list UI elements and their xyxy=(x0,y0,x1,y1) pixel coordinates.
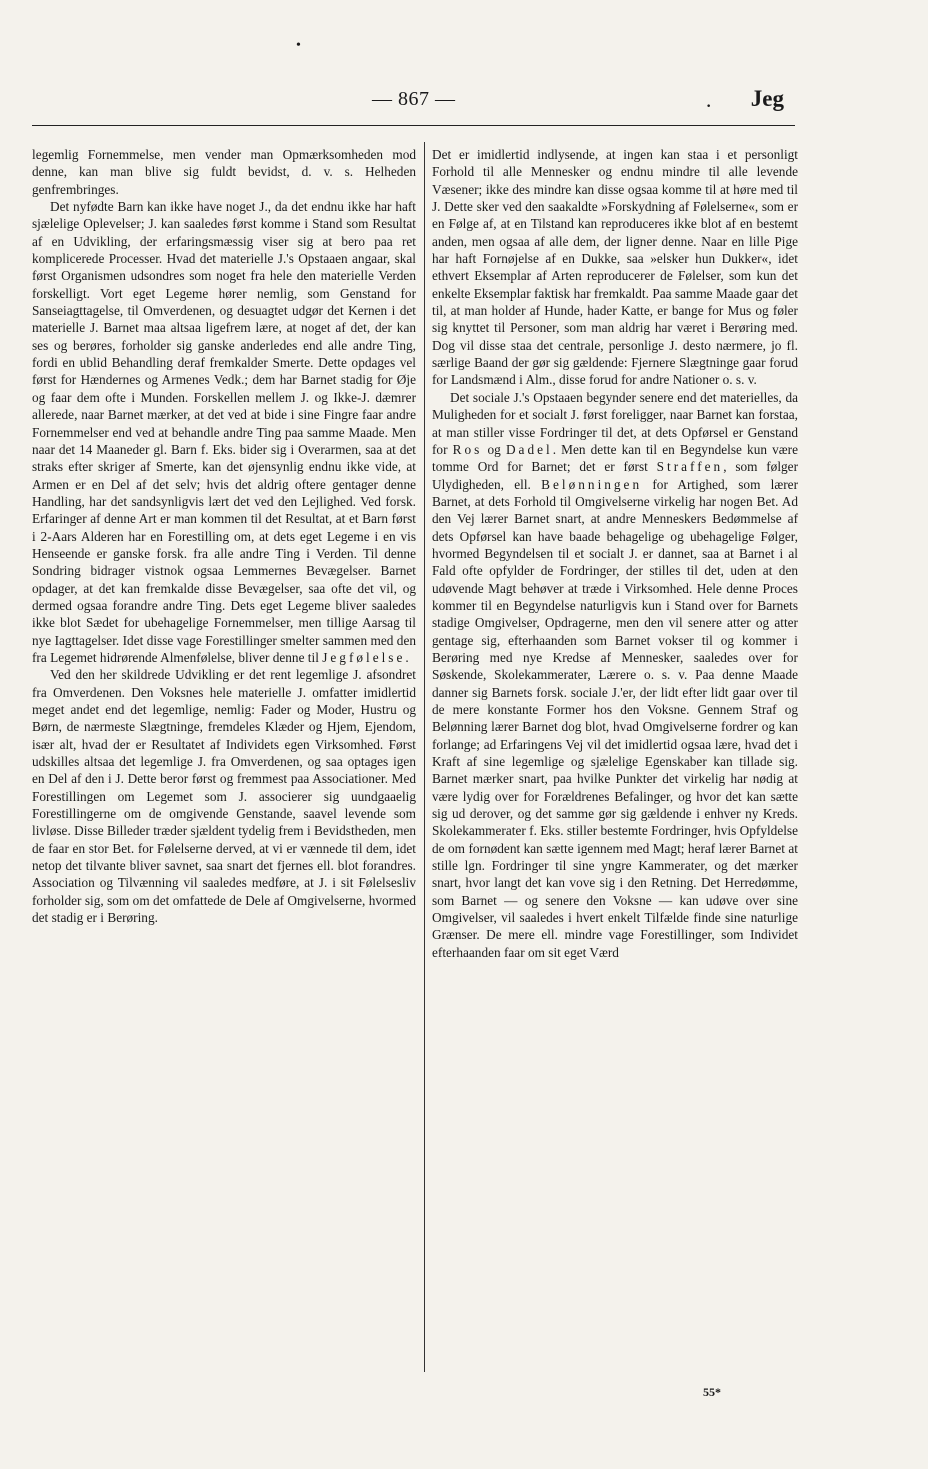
left-paragraph-2-text: Det nyfødte Barn kan ikke have noget J., da det endnu ikke har haft sjælelige Oplevelser; J. kan saaledes først komme i Stand som Resultat af en Udvikling, der erfaringsmæssig viser sig at bero paa ret komplicerede Processer. Hvad det materielle J.'s Opstaaen angaar, skal først Organismen udsondres som noget fra hele den materielle Verden forskelligt. Vort eget Legeme hører nemlig, som Genstand for Sanseiagttagelse, til Omverdenen, og desuagtet udgør det Kernen i det materielle J. Barnet maa altsaa ligefrem lære, at noget af det, der kan ses og berøres, forholder sig ganske anderledes end alle andre Ting, fordi en ublid Behandling deraf fremkalder Smerte. Dette opdages vel først for Hændernes og Armenes Vedk.; dem har Barnet stadig for Øje og faar dem ofte i Munden. Forskellen mellem J. og Ikke-J. dæmrer allerede, naar Barnet mærker, at det ved at bide i sine Fingre faar andre Fornemmelser end ved at behandle andre Ting paa samme Maade. Men naar det 14 Maaneder gl. Barn f. Eks. bider sig i Overarmen, saa at det straks efter skriger af Smerte, kan det øjensynlig endnu ikke vide, at Armen er en Del af det selv; hvis det aldrig oftere gentager denne Handling, har det sandsynligvis lært det ved den Lejlighed. Ved forsk. Erfaringer af denne Art er man kommen til det Resultat, at et Barn først i 2-Aars Alderen har en Forestilling om, at dets eget Legeme i en vis Henseende er ganske forsk. fra alle andre Ting i Verden. Til denne Sondring bidrager vistnok ogsaa Lemmernes Bevægelser. Barnet opdager, at det kan fremkalde disse Bevægelser, saa ofte det vil, og dermed ogsaa forandre andre Ting. Dets eget Legeme bliver saaledes ikke blot Sædet for ubehagelige Fornemmelser, men tillige Aarsag til nye Iagttagelser. Idet disse vage Forestillinger smelter sammen med den fra Legemet hidrørende Almenfølelse, bliver denne til xyxy=(32,199,416,665)
right-paragraph-1: Det er imidlertid indlysende, at ingen kan staa i et personligt Forhold til alle Mennesker og endnu mindre til alle levende Væsener; ikke des mindre kan disse ogsaa komme til at høre med til J. Dette sker ved den saakaldte »Forskydning af Følelserne«, som er en Følge af, at en Tilstand kan reproduceres ikke blot af en bestemt anden, men ogsaa af alle dem, der ligner denne. Naar en lille Pige har haft Fornøjelse af en Dukke, saa »elsker hun Dukker«, idet ethvert Eksemplar af Arten reproducerer de Følelser, som kun det enkelte Eksemplar faktisk har fremkaldt. Paa samme Maade gaar det til, at man holder af Hunde, hader Katte, er bange for Mus og føler sig knyttet til Personer, som man aldrig har været i Berøring med. Dog vil disse staa det centrale, personlige J. desto nærmere, jo fl. særlige Baand der gør sig gældende: Fjernere Slægtninge gaar forud for Landsmænd i Alm., disse forud for andre Nationer o. s. v. xyxy=(432,147,798,388)
page-header xyxy=(34,86,794,122)
right-paragraph-2-text-d: for Artighed, som lærer Barnet, at dets Forhold til Omgivelserne virkelig har nogen Bet. Ad den Vej lærer Barnet snart, at andre Menneskers Bedømmelse af dets Opførsel kan have baade behagelige og ubehagelige Følger, hvormed Begyndelsen til et socialt J. er dannet, saa at Barnet i al Fald ofte opfylder de Fordringer, der stilles til det, uden at den udøvende Magt behøver at træde i Virksomhed. Hele denne Proces kommer til en Begyndelse naturligvis kun i Stand over for Barnets stadige Omgivelser, Opdragerne, men den vil senere atter og atter gentage sig, efterhaanden som Barnet vokser til og kommer i Berøring med nye Kredse af Mennesker, saaledes over for Søskende, Skolekammerater, Lærere o. s. v. Paa denne Maade danner sig Barnets forsk. sociale J.'er, der lidt efter lidt gaar over til de mere konstante Former hos den Voksne. Gennem Straf og Belønning lærer Barnet dog blot, hvad Omgivelserne fordrer og kan forlange; ad Erfaringens Vej vil det imidlertid ogsaa lære, hvad det i Kraft af sine legemlige og sjælelige Egenskaber kan tillade sig. Barnet mærker snart, paa hvilke Punkter det virkelig har nødig at være lydig over for Forældrenes Befalinger, og hvor det kan sætte sig ud derover, og det samme gør sig gældende i enhver ny Kreds. Skolekammerater f. Eks. stiller bestemte Fordringer, hvis Opfyldelse de om fornødent kan sætte igennem med Magt; heraf lærer Barnet at stille lgn. Fordringer til sine yngre Kammerater, og det mærker snart, hvor langt det kan vove sig i den Retning. Det Herredømme, som Barnet — og senere den Voksne — kan udøve over sine Omgivelser, vil saaledes i hvert enkelt Tilfælde finde sine naturlige Grænser. De mere ell. mindre vage Forestillinger, som Individet efterhaanden faar om sit eget Værd xyxy=(432,476,799,960)
term-straffen: Straffen xyxy=(656,459,724,475)
right-paragraph-2-text-c: , som følger Ulydigheden, ell. xyxy=(432,459,799,492)
left-paragraph-1: legemlig Fornemmelse, men vender man Opmærksomheden mod denne, kan man blive sig fuldt bevidst, d. v. s. Helheden genfrembringes. xyxy=(32,147,416,197)
term-jegfolelse: Jegfølelse. xyxy=(322,649,412,665)
left-paragraph-2 xyxy=(32,198,416,666)
stray-mark: • xyxy=(296,38,301,53)
right-column xyxy=(432,146,798,961)
left-paragraph-3: Ved den her skildrede Udvikling er det rent legemlige J. afsondret fra Omverdenen. Den Voksnes hele materielle J. omfatter imidlertid meget andet end det legemlige, nemlig: Fader og Moder, Hustru og Børn, de nærmeste Slægtninge, fremdeles Klæder og Hjem, Ejendom, især alt, hvad der er Resultatet af Individets egen Virksomhed. Først udskilles altsaa det legemlige J. fra Omverdenen, og saa optages igen en Del af den i J. Dette beror først og fremmest paa Associationer. Med Forestillingen om Legemet som J. associerer sig uundgaaelig Forestillingerne om de omgivende Genstande, saavel levende som livløse. Disse Billeder træder sjældent tydelig frem i Bevidstheden, men de faar en stor Bet. for Følelserne derved, at vi er vænnede til dem, idet netop det tilvante bliver savnet, saa snart det fjernes ell. blot forandres. Association og Tilvænning vil saaledes medføre, at J. i sit Følelsesliv forholder sig, som om det omfattede de Dele af Omgivelserne, hvormed det stadig er i Berøring. xyxy=(32,667,416,926)
term-dadel: Dadel xyxy=(505,441,553,457)
term-belonningen: Belønningen xyxy=(541,476,643,492)
word-og: og xyxy=(487,441,501,457)
page-number: — 867 — xyxy=(372,88,456,110)
term-ros: Ros xyxy=(452,441,483,457)
header-rule xyxy=(32,125,795,126)
header-dot: · xyxy=(706,98,712,115)
right-paragraph-2-text-a: Det sociale J.'s Opstaaen begynder senere end det materielles, da Muligheden for et socialt J. først foreligger, naar Barnet kan forstaa, at man stiller visse Fordringer til det, at dets Opførsel er Genstand for xyxy=(432,389,798,457)
left-column xyxy=(32,146,416,926)
signature-mark: 55* xyxy=(703,1385,721,1399)
right-paragraph-2 xyxy=(432,389,798,961)
column-rule xyxy=(424,142,425,1372)
running-head: Jeg xyxy=(750,86,784,111)
right-paragraph-2-text-b: . Men dette kan til en Begyndelse kun være tomme Ord for Barnet; det er først xyxy=(432,441,798,475)
